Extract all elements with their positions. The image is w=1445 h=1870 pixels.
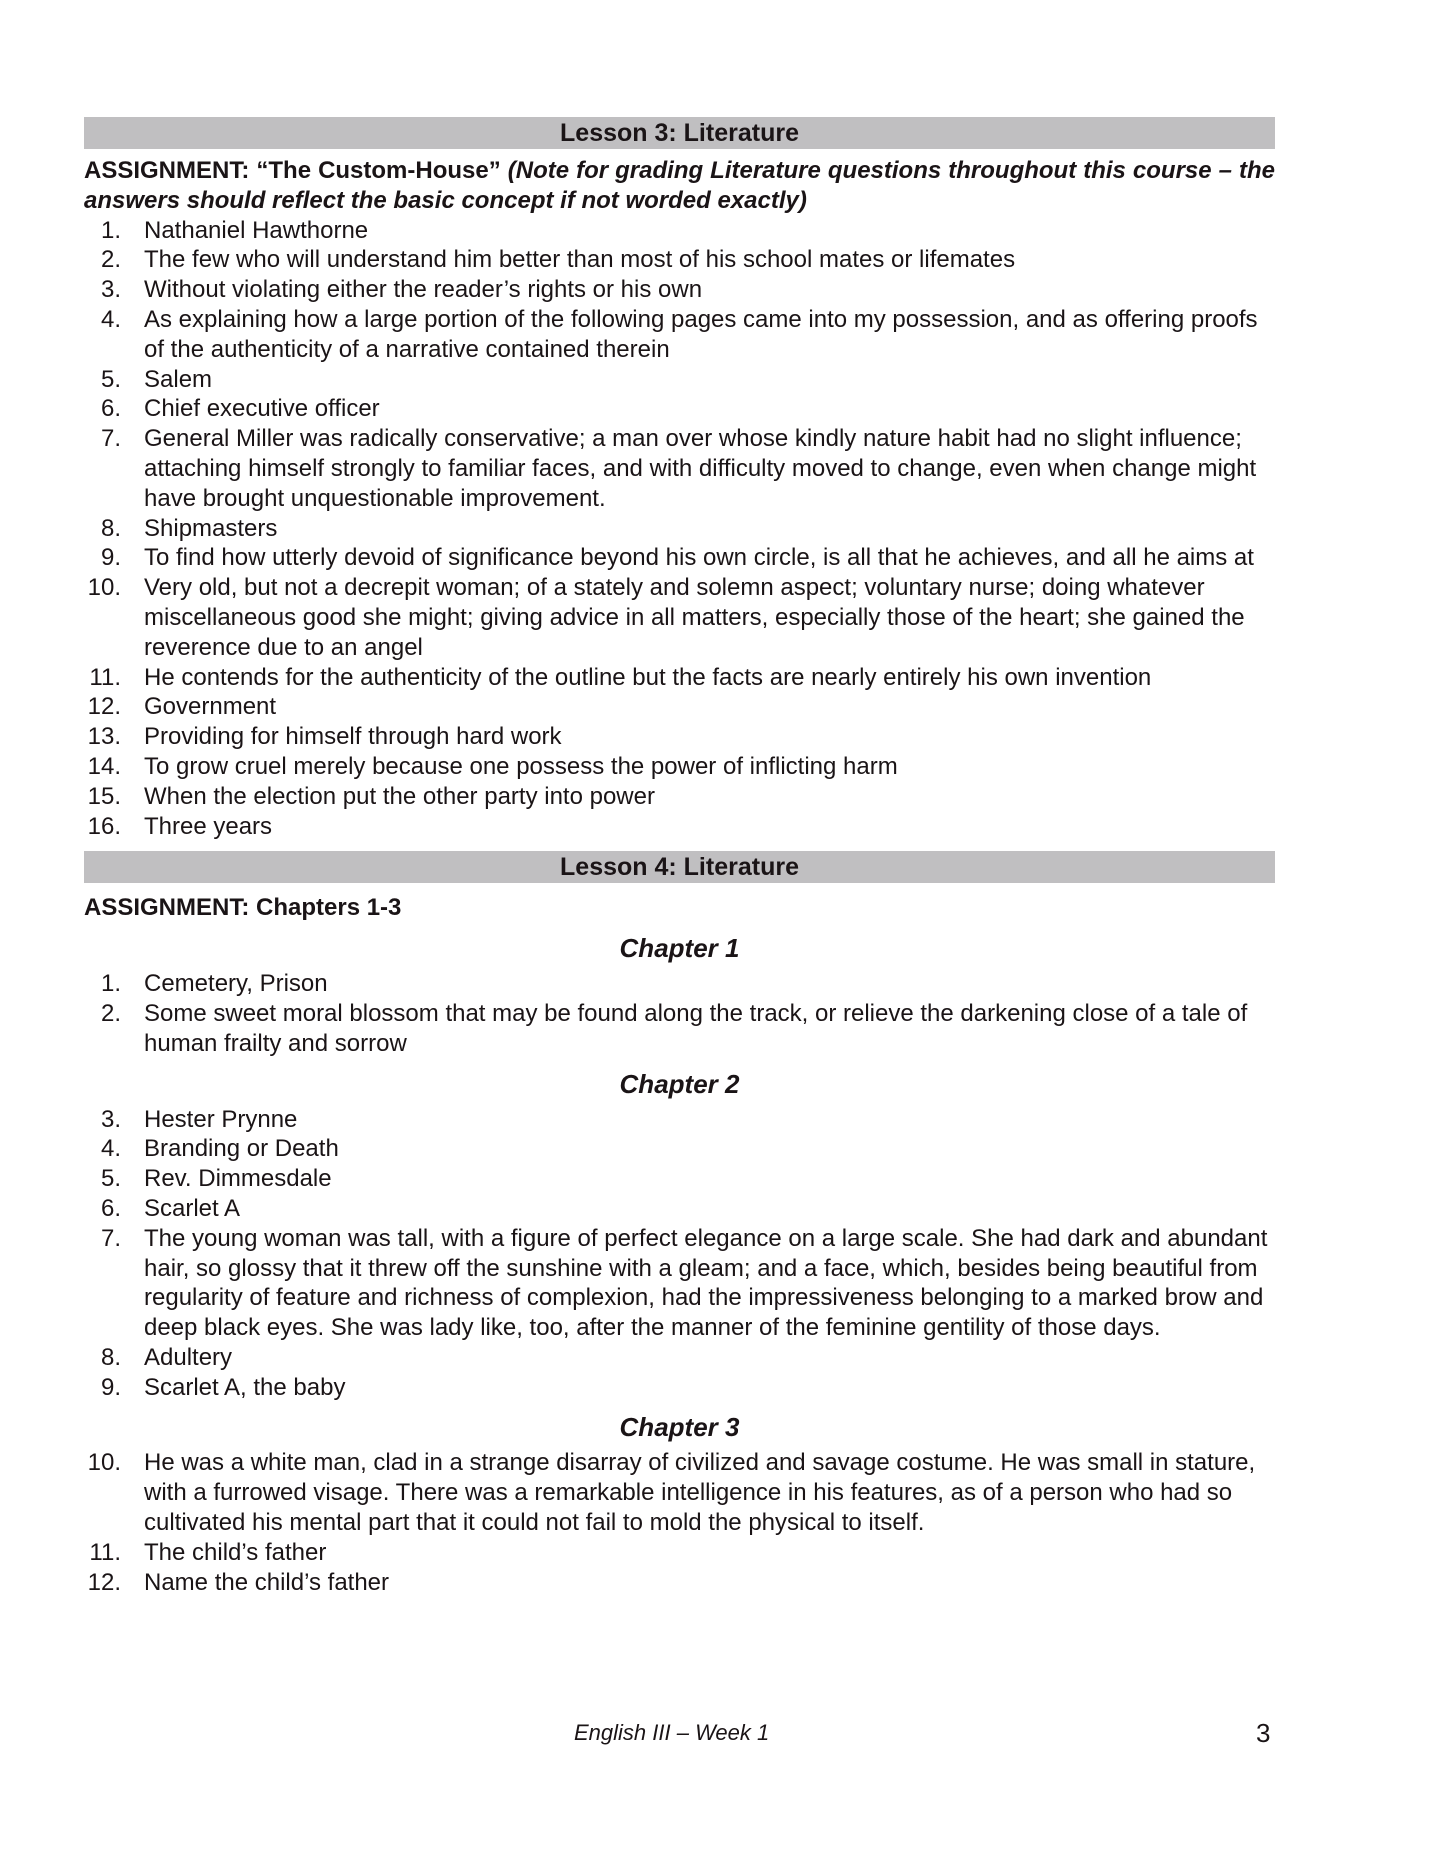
answer-item bbox=[84, 1373, 1275, 1403]
answer-item bbox=[84, 722, 1275, 752]
answer-number: 14. bbox=[87, 752, 121, 780]
answer-item bbox=[84, 1568, 1275, 1598]
answer-number: 16. bbox=[87, 812, 121, 840]
answer-number: 1. bbox=[100, 216, 121, 244]
answer-text: Nathaniel Hawthorne bbox=[144, 216, 369, 244]
answer-item bbox=[84, 999, 1275, 1059]
answer-text: Scarlet A bbox=[144, 1194, 241, 1222]
answer-text: Some sweet moral blossom that may be found along the track, or relieve the darkening close of a tale of human frailty and sorrow bbox=[144, 999, 1248, 1057]
chapter-heading: Chapter 2 bbox=[619, 1068, 740, 1099]
answer-number: 3. bbox=[100, 1105, 121, 1133]
answer-item bbox=[84, 1448, 1275, 1537]
lesson4-assignment: ASSIGNMENT: Chapters 1-3 bbox=[84, 894, 402, 922]
footer-course-title: English III – Week 1 bbox=[574, 1720, 770, 1745]
answer-key-page bbox=[84, 117, 1275, 1597]
answer-number: 8. bbox=[100, 514, 121, 542]
answer-number: 12. bbox=[87, 693, 121, 721]
answer-number: 10. bbox=[87, 574, 121, 602]
answer-item bbox=[84, 216, 1275, 246]
answer-text: Government bbox=[144, 693, 277, 721]
answer-item bbox=[84, 245, 1275, 275]
chapter-answer-list bbox=[84, 1105, 1275, 1403]
answer-item bbox=[84, 394, 1275, 424]
answer-item bbox=[84, 1194, 1275, 1224]
answer-text: Hester Prynne bbox=[144, 1105, 298, 1133]
answer-text: Rev. Dimmesdale bbox=[144, 1165, 332, 1193]
answer-number: 2. bbox=[100, 246, 121, 274]
lesson4-heading: Lesson 4: Literature bbox=[84, 851, 1275, 883]
answer-number: 12. bbox=[87, 1568, 121, 1596]
answer-number: 7. bbox=[100, 1224, 121, 1252]
lesson4-chapters bbox=[84, 933, 1275, 1597]
answer-text: Providing for himself through hard work bbox=[144, 723, 562, 751]
answer-text: Without violating either the reader’s rights or his own bbox=[144, 276, 703, 304]
answer-number: 1. bbox=[100, 970, 121, 998]
assignment-title: “The Custom-House” bbox=[256, 157, 501, 184]
answer-number: 13. bbox=[87, 723, 121, 751]
answer-number: 4. bbox=[100, 305, 121, 333]
answer-item bbox=[84, 663, 1275, 693]
answer-item bbox=[84, 1343, 1275, 1373]
page-number: 3 bbox=[1256, 1718, 1271, 1748]
answer-number: 15. bbox=[87, 782, 121, 810]
answer-item bbox=[84, 692, 1275, 722]
answer-item bbox=[84, 305, 1275, 365]
answer-number: 5. bbox=[100, 1165, 121, 1193]
lesson3-heading: Lesson 3: Literature bbox=[84, 117, 1275, 149]
answer-item bbox=[84, 782, 1275, 812]
answer-text: General Miller was radically conservative; a man over whose kindly nature habit had no slight influence; attaching himself strongly to familiar faces, and with difficulty moved to change, even when change might have brought unquestionable improvement. bbox=[144, 425, 1257, 512]
answer-text: To grow cruel merely because one possess the power of inflicting harm bbox=[144, 752, 898, 780]
chapter-answer-list bbox=[84, 1448, 1275, 1597]
answer-item bbox=[84, 573, 1275, 662]
answer-text: Three years bbox=[144, 812, 273, 840]
lesson3-assignment bbox=[84, 156, 1275, 216]
answer-text: Cemetery, Prison bbox=[144, 970, 328, 998]
answer-text: Chief executive officer bbox=[144, 395, 380, 423]
answer-text: To find how utterly devoid of significance beyond his own circle, is all that he achieves, and all he aims at bbox=[144, 544, 1254, 572]
answer-text: The child’s father bbox=[144, 1538, 327, 1566]
answer-number: 11. bbox=[89, 1538, 121, 1566]
answer-number: 6. bbox=[100, 1194, 121, 1222]
answer-text: Very old, but not a decrepit woman; of a stately and solemn aspect; voluntary nurse; doing whatever miscellaneous good she might; giving advice in all matters, especially those of the heart; she gained the reverence due to an angel bbox=[144, 574, 1245, 661]
grading-note: (Note for grading Literature questions throughout this course – the answers should reflect the basic concept if not worded exactly) bbox=[84, 157, 1276, 214]
answer-item bbox=[84, 969, 1275, 999]
answer-text: Shipmasters bbox=[144, 514, 278, 542]
answer-number: 11. bbox=[89, 663, 121, 691]
answer-text: The young woman was tall, with a figure of perfect elegance on a large scale. She had dark and abundant hair, so glossy that it threw off the sunshine with a gleam; and a face, which, besides being beautiful from regularity of feature and richness of complexion, had the impressiveness belonging to a marked brow and deep black eyes. She was lady like, too, after the manner of the feminine gentility of those days. bbox=[144, 1224, 1268, 1342]
assignment-label: ASSIGNMENT: bbox=[84, 157, 250, 184]
answer-number: 7. bbox=[100, 425, 121, 453]
answer-item bbox=[84, 1538, 1275, 1568]
chapter-heading: Chapter 1 bbox=[619, 933, 740, 964]
lesson3-answer-list bbox=[84, 216, 1275, 842]
answer-item bbox=[84, 752, 1275, 782]
answer-text: As explaining how a large portion of the following pages came into my possession, and as offering proofs of the authenticity of a narrative contained therein bbox=[144, 305, 1258, 363]
chapter-answer-list bbox=[84, 969, 1275, 1058]
chapter-heading: Chapter 3 bbox=[619, 1412, 740, 1443]
answer-number: 2. bbox=[100, 999, 121, 1027]
answer-item bbox=[84, 1134, 1275, 1164]
answer-item bbox=[84, 275, 1275, 305]
answer-item bbox=[84, 365, 1275, 395]
answer-item bbox=[84, 1224, 1275, 1343]
answer-text: He was a white man, clad in a strange disarray of civilized and savage costume. He was small in stature, with a furrowed visage. There was a remarkable intelligence in his features, as of a person who had so cultivated his mental part that it could not fail to mold the physical to itself. bbox=[144, 1449, 1256, 1537]
answer-text: Adultery bbox=[144, 1343, 233, 1371]
answer-number: 8. bbox=[100, 1343, 121, 1371]
answer-number: 9. bbox=[100, 544, 121, 572]
answer-text: Salem bbox=[144, 365, 213, 393]
answer-item bbox=[84, 812, 1275, 842]
answer-number: 5. bbox=[100, 365, 121, 393]
answer-number: 9. bbox=[100, 1373, 121, 1401]
answer-item bbox=[84, 543, 1275, 573]
answer-number: 6. bbox=[100, 395, 121, 423]
answer-item bbox=[84, 424, 1275, 513]
answer-number: 10. bbox=[87, 1449, 121, 1477]
answer-text: The few who will understand him better than most of his school mates or lifemates bbox=[144, 246, 1016, 274]
answer-text: He contends for the authenticity of the outline but the facts are nearly entirely his own invention bbox=[144, 663, 1152, 691]
answer-number: 3. bbox=[100, 276, 121, 304]
answer-item bbox=[84, 1164, 1275, 1194]
answer-text: Name the child’s father bbox=[144, 1568, 390, 1596]
answer-item bbox=[84, 1105, 1275, 1135]
answer-text: Scarlet A, the baby bbox=[144, 1373, 346, 1401]
answer-item bbox=[84, 514, 1275, 544]
answer-text: Branding or Death bbox=[144, 1135, 339, 1163]
answer-text: When the election put the other party into power bbox=[144, 782, 655, 810]
answer-number: 4. bbox=[100, 1135, 121, 1163]
